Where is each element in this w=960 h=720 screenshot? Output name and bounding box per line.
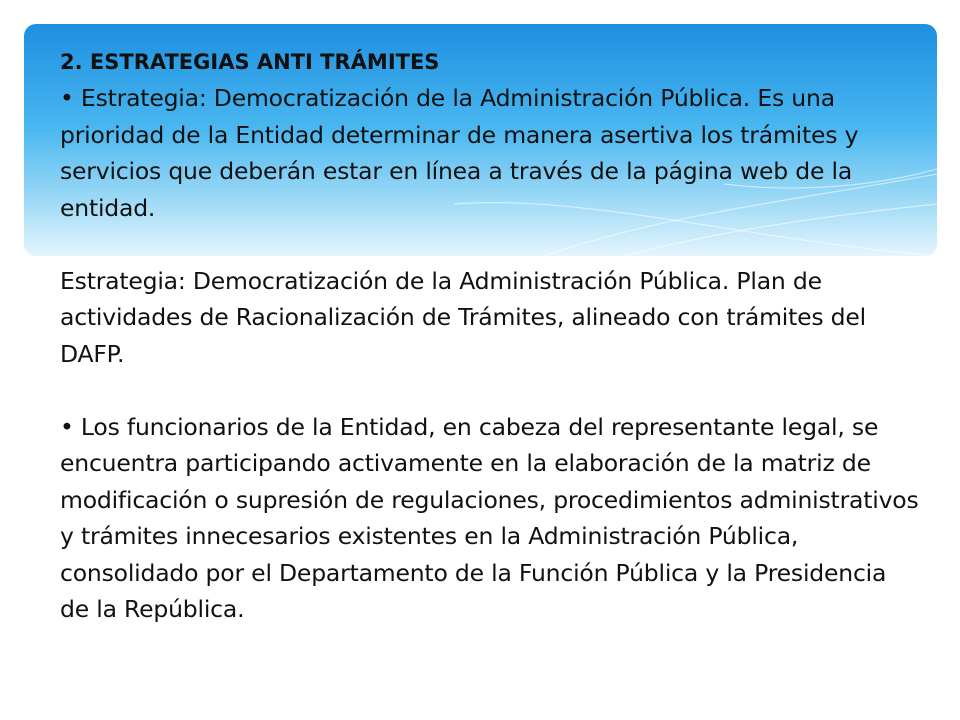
paragraph-1: • Estrategia: Democratización de la Administración Pública. Es una prioridad de la Entidad determinar de manera asertiva los trámites y servicios que deberán estar en línea a través de la página web de la entidad. <box>60 84 859 222</box>
paragraph-2: Estrategia: Democratización de la Administración Pública. Plan de actividades de Racionalización de Trámites, alineado con trámites del DAFP. <box>60 266 866 368</box>
slide-heading: 2. ESTRATEGIAS ANTI TRÁMITES <box>60 50 440 74</box>
slide-content <box>60 44 920 628</box>
paragraph-3: • Los funcionarios de la Entidad, en cabeza del representante legal, se encuentra participando activamente en la elaboración de la matriz de modificación o supresión de regulaciones, procedimientos administrativos y trámites innecesarios existentes en la Administración Pública, consolidado por el Departamento de la Función Pública y la Presidencia de la República. <box>60 412 919 623</box>
